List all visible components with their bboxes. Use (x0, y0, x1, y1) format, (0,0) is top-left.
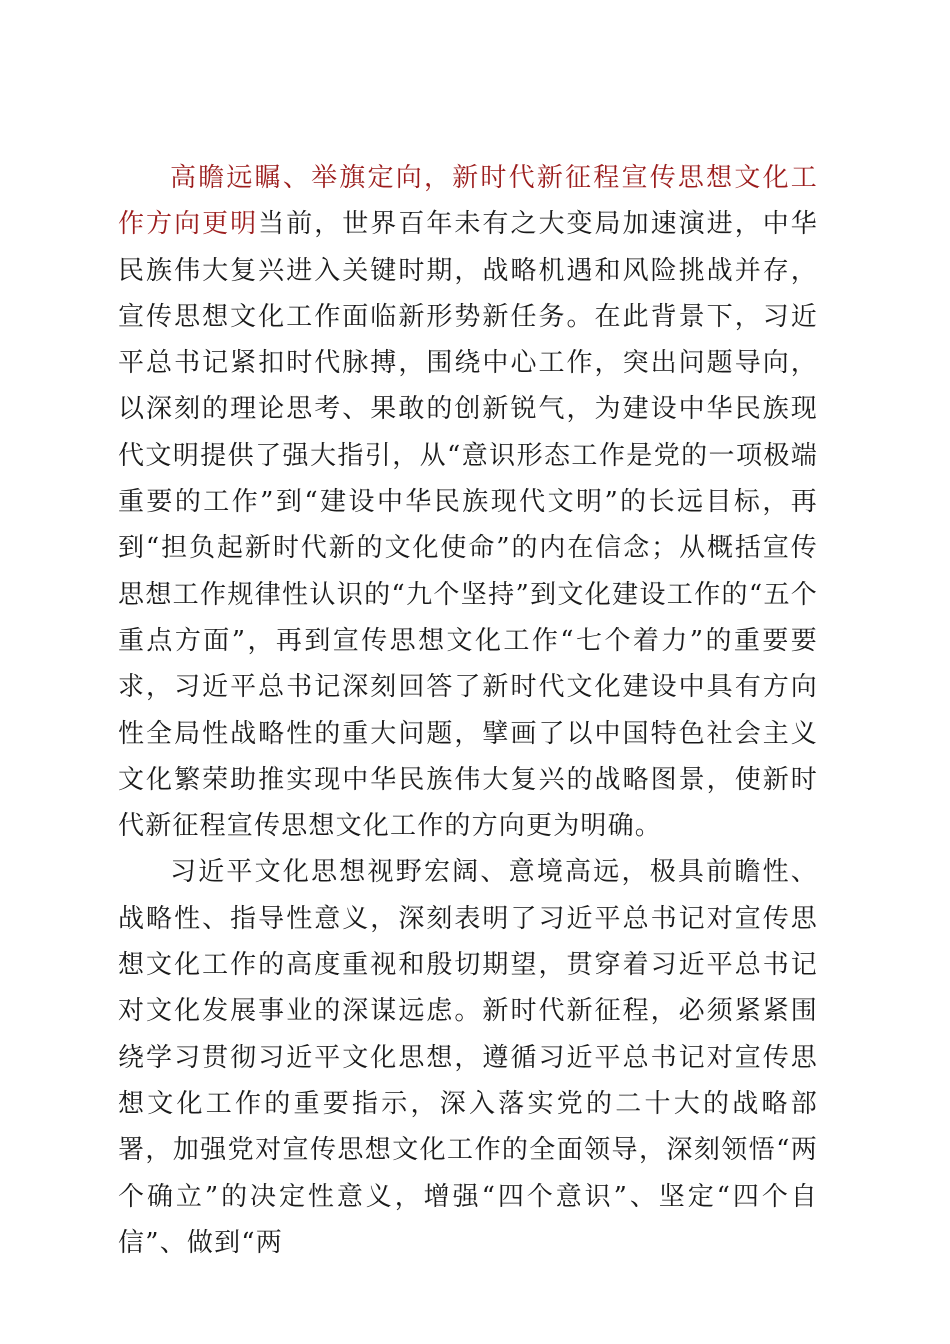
paragraph-2 (118, 849, 818, 1266)
paragraph-1 (118, 155, 818, 849)
paragraph-text: 习近平文化思想视野宏阔、意境高远，极具前瞻性、战略性、指导性意义，深刻表明了习近平总书记对宣传思想文化工作的高度重视和殷切期望，贯穿着习近平总书记对文化发展事业的深谋远虑。新时代新征程，必须紧紧围绕学习贯彻习近平文化思想，遵循习近平总书记对宣传思想文化工作的重要指示，深入落实党的二十大的战略部署，加强党对宣传思想文化工作的全面领导，深刻领悟“两个确立”的决定性意义，增强“四个意识”、坚定“四个自信”、做到“两 (118, 857, 818, 1258)
paragraph-text: 当前，世界百年未有之大变局加速演进，中华民族伟大复兴进入关键时期，战略机遇和风险挑战并存，宣传思想文化工作面临新形势新任务。在此背景下，习近平总书记紧扣时代脉搏，围绕中心工作，突出问题导向，以深刻的理论思考、果敢的创新锐气，为建设中华民族现代文明提供了强大指引，从“意识形态工作是党的一项极端重要的工作”到“建设中华民族现代文明”的长远目标，再到“担负起新时代新的文化使命”的内在信念；从概括宣传思想工作规律性认识的“九个坚持”到文化建设工作的“五个重点方面”，再到宣传思想文化工作“七个着力”的重要要求，习近平总书记深刻回答了新时代文化建设中具有方向性全局性战略性的重大问题，擘画了以中国特色社会主义文化繁荣助推实现中华民族伟大复兴的战略图景，使新时代新征程宣传思想文化工作的方向更为明确。 (118, 209, 818, 842)
document-body (118, 155, 818, 1266)
paragraph-heading: 高瞻远瞩、举旗定向，新时代新征程宣传思想文化工作方向更明 (118, 163, 818, 240)
